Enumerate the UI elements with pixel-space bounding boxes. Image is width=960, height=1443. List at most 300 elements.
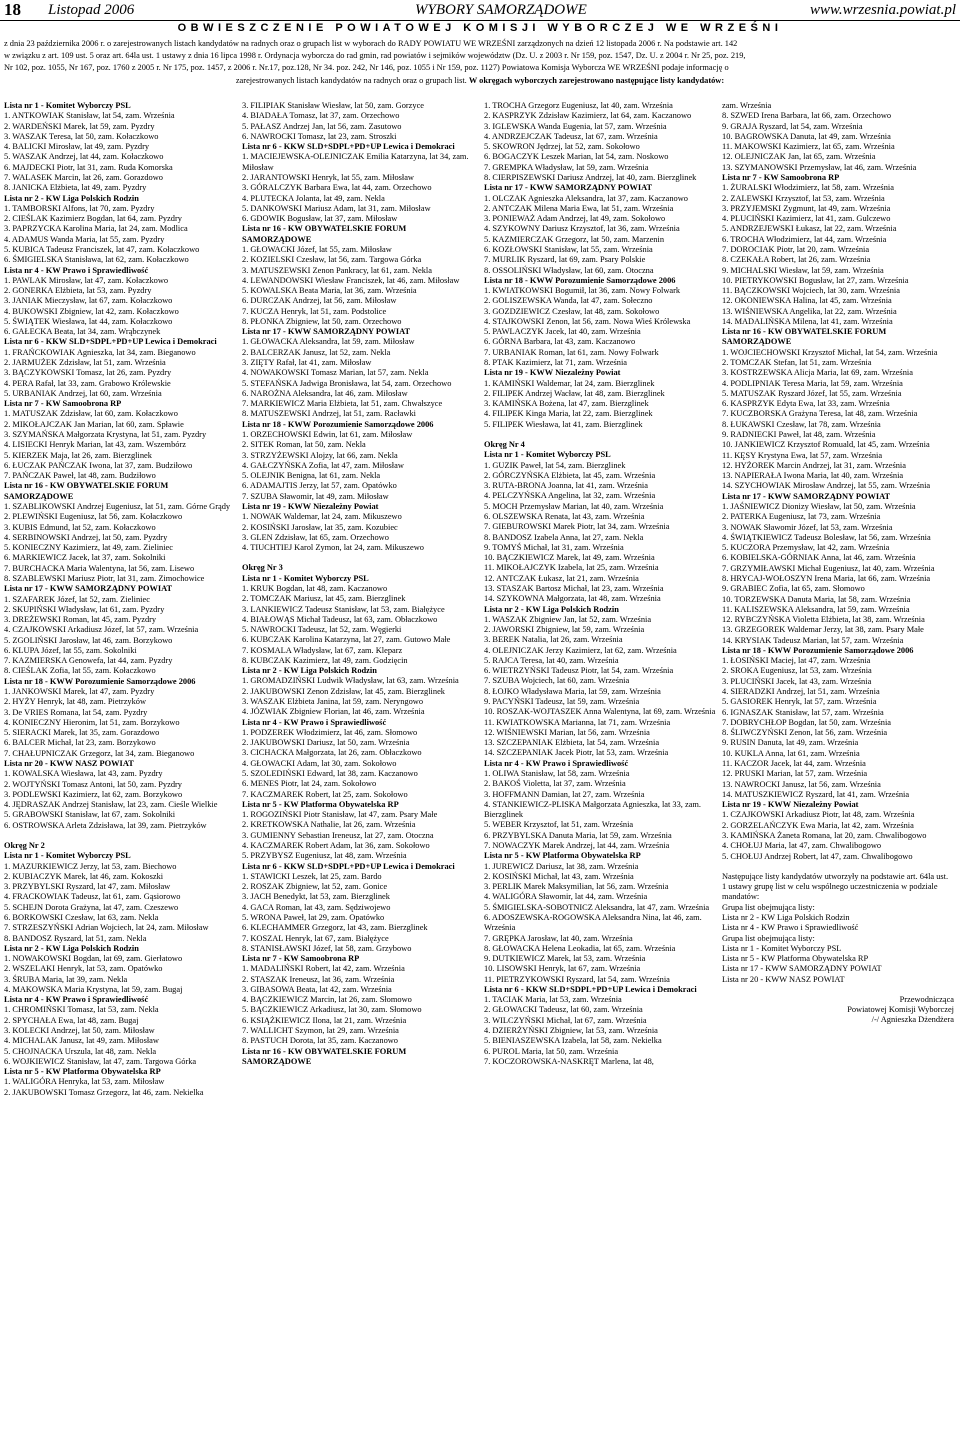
candidate-entry: 6. ADOSZEWSKA-ROGOWSKA Aleksandra Nina, lat 46, zam. Września <box>484 912 702 933</box>
list-heading: Lista nr 18 - KWW Porozumienie Samorządowe 2006 <box>4 676 196 686</box>
candidate-entry: 4. MICHALAK Janusz, lat 49, zam. Miłosław <box>4 1036 159 1046</box>
candidate-entry: 13. SZYMANOWSKI Przemysław, lat 46, zam. Września <box>722 162 917 172</box>
candidate-entry: 4. JÓZWIAK Zbigniew Florian, lat 46, zam. Września <box>242 707 425 717</box>
candidate-entry: 5. ANDRZEJEWSKI Łukasz, lat 22, zam. Września <box>722 224 897 234</box>
intro-emphasis: W okręgach wyborczych zarejestrowano następujące listy kandydatów: <box>468 75 725 85</box>
candidate-entry: 11. MAKOWSKI Kazimierz, lat 65, zam. Września <box>722 142 895 152</box>
text-column-1 <box>4 101 236 1098</box>
candidate-entry: 7. KUCZA Henryk, lat 51, zam. Podstolice <box>242 306 387 316</box>
candidate-entry: 8. PASTUCH Dorota, lat 35, zam. Kaczanowo <box>242 1036 398 1046</box>
candidate-entry: 7. GIEBUROWSKI Marek Piotr, lat 34, zam. Września <box>484 522 670 532</box>
list-heading: Lista nr 16 - KW OBYWATELSKIE FORUM SAMORZĄDOWE <box>722 327 887 347</box>
candidate-entry: 1. OLIWA Stanisław, lat 58, zam. Września <box>484 769 630 778</box>
candidate-entry: 5. SZOLEDIŃSKI Edward, lat 38, zam. Kaczanowo <box>242 769 418 778</box>
candidate-entry: 4. OLEJNICZAK Jerzy Kazimierz, lat 62, zam. Września <box>484 645 677 655</box>
candidate-entry: 4. CHOŁUJ Maria, lat 47, zam. Chwalibogowo <box>722 841 882 851</box>
candidate-entry: 11. KWIATKOWSKA Marianna, lat 71, zam. Września <box>484 717 671 727</box>
candidate-entry: 1. KOWALSKA Wiesława, lat 43, zam. Pyzdry <box>4 769 163 779</box>
spacer <box>242 553 474 563</box>
candidate-entry: 6. KSIĄŻKIEWICZ Ilona, lat 21, zam. Września <box>242 1015 407 1025</box>
candidate-entry: 12. OLEJNICZAK Jan, lat 65, zam. Września <box>722 152 876 162</box>
candidate-entry: 9. GRABIEC Zofia, lat 65, zam. Słomowo <box>722 584 865 594</box>
candidate-entry: 2. GORZELAŃCZYK Ewa Maria, lat 42, zam. Września <box>722 820 914 830</box>
candidate-entry: 9. RADNIECKI Paweł, lat 48, zam. Września <box>722 430 876 439</box>
candidate-entry: 8. BANDOSZ Ryszard, lat 51, zam. Nekla <box>4 933 147 943</box>
candidate-entry: 12. RYBCZYŃSKA Violetta Elżbieta, lat 38, zam. Września <box>722 615 925 625</box>
candidate-entry: 8. OSSOLIŃSKI Władysław, lat 60, zam. Otoczna <box>484 265 654 275</box>
candidate-entry: 4. NOWAKOWSKI Tomasz Marian, lat 57, zam. Nekla <box>242 368 429 378</box>
candidate-entry: 10. PIETRYKOWSKI Bogusław, lat 27, zam. Września <box>722 275 909 285</box>
candidate-entry: 6. KLECHAMMER Grzegorz, lat 43, zam. Bierzglinek <box>242 923 428 933</box>
text-column-4 <box>722 101 954 1026</box>
candidate-entry: 4. BĄCZKIEWICZ Marcin, lat 26, zam. Słomowo <box>242 995 412 1005</box>
candidate-entry: 4. BIADAŁA Tomasz, lat 37, zam. Orzechowo <box>242 111 400 121</box>
candidate-entry: 6. WOJKIEWICZ Stanisław, lat 47, zam. Targowa Górka <box>4 1056 197 1066</box>
announcement-title: OBWIESZCZENIE POWIATOWEJ KOMISJI WYBORCZEJ WE WRZEŚNI <box>177 22 783 34</box>
candidate-entry: 4. LISIECKI Henryk Marian, lat 43, zam. Wszembórz <box>4 440 186 450</box>
list-heading: Lista nr 1 - Komitet Wyborczy PSL <box>4 101 131 110</box>
candidate-entry: 8. ŁUKAWSKI Czesław, lat 78, zam. Września <box>722 419 881 429</box>
candidate-entry: 1. WASZAK Zbigniew Jan, lat 52, zam. Września <box>484 614 652 624</box>
candidate-entry: 7. PAŃCZAK Paweł, lat 48, zam. Budziłowo <box>4 471 156 481</box>
candidate-entry: 3. KOLECKI Andrzej, lat 50, zam. Miłosław <box>4 1026 155 1036</box>
candidate-entry: 8. JANICKA Elżbieta, lat 49, zam. Pyzdry <box>4 183 147 193</box>
candidate-entry: 5. ŚWIĄTEK Wiesława, lat 44, zam. Kołaczkowo <box>4 316 173 326</box>
list-heading: Lista nr 19 - KWW Niezależny Powiat <box>484 368 621 378</box>
candidate-entry: 7. STRZESZYŃSKI Adrian Wojciech, lat 24, zam. Miłosław <box>4 923 209 933</box>
candidate-entry: Grupa list obejmująca listy: <box>722 933 815 943</box>
candidate-entry: 2. BAKOŚ Violetta, lat 37, zam. Września <box>484 779 626 789</box>
text-column-3 <box>484 101 716 1067</box>
list-heading: Lista nr 7 - KW Samoobrona RP <box>722 172 840 182</box>
candidate-entry: 2. STASZAK Ireneusz, lat 36, zam. Września <box>242 974 395 984</box>
candidate-entry: 4. CZAJKOWSKI Arkadiusz Józef, lat 57, zam. Września <box>4 625 199 635</box>
candidate-entry: 9. DUTKIEWICZ Marek, lat 53, zam. Września <box>484 954 646 964</box>
candidate-entry: 6. PRZYBYLSKA Danuta Maria, lat 59, zam. Września <box>484 830 672 840</box>
candidate-entry: Lista nr 1 - Komitet Wyborczy PSL <box>722 943 842 953</box>
candidate-entry: 7. KOSZAL Henryk, lat 67, zam. Białężyce <box>242 933 389 943</box>
candidate-entry: 4. MAKOWSKA Maria Krystyna, lat 59, zam. Bugaj <box>4 984 183 994</box>
candidate-entry: 3. WASZAK Elżbieta Janina, lat 59, zam. Neryngowo <box>242 697 424 707</box>
candidate-entry: 10. TORZEWSKA Danuta Maria, lat 58, zam. Września <box>722 594 911 604</box>
candidate-entry: 5. GASIOREK Henryk, lat 57, zam. Września <box>722 697 877 707</box>
candidate-entry: 6. IGNASZAK Stanisław, lat 57, zam. Września <box>722 707 884 717</box>
candidate-entry: 14. SZYKOWNA Małgorzata, lat 48, zam. Września <box>484 594 661 604</box>
website-url: www.wrzesnia.powiat.pl <box>809 2 956 18</box>
candidate-entry: 5. SIERACKI Marek, lat 35, zam. Gorazdowo <box>4 728 160 738</box>
candidate-entry: 7. KUCZBORSKA Grażyna Teresa, lat 48, zam. Września <box>722 409 918 419</box>
candidate-entry: 5. PRZYBYSZ Eugeniusz, lat 48, zam. Września <box>242 851 407 861</box>
candidate-entry: 7. NOWACZYK Marek Andrzej, lat 44, zam. Września <box>484 840 670 850</box>
list-heading: Lista nr 1 - Komitet Wyborczy PSL <box>242 573 369 583</box>
candidate-entry: 1. CHROMIŃSKI Tomasz, lat 53, zam. Nekla <box>4 1005 159 1015</box>
list-heading: Lista nr 18 - KWW Porozumienie Samorządowe 2006 <box>242 419 434 429</box>
candidate-entry: 2. GÓRCZYŃSKA Elżbieta, lat 45, zam. Września <box>484 470 656 480</box>
list-heading: Lista nr 18 - KWW Porozumienie Samorządowe 2006 <box>722 645 914 655</box>
candidate-entry: 1. NOWAKOWSKI Bogdan, lat 69, zam. Gierłatowo <box>4 954 183 964</box>
candidate-entry: 7. URBANIAK Roman, lat 61, zam. Nowy Folwark <box>484 347 659 357</box>
candidate-entry: 2. WSZELAKI Henryk, lat 53, zam. Opatówko <box>4 964 163 974</box>
candidate-entry: 4. PLUTECKA Jolanta, lat 49, zam. Nekla <box>242 193 385 203</box>
candidate-entry: 8. STANISŁAWSKI Józef, lat 58, zam. Grzybowo <box>242 943 412 953</box>
candidate-entry: 7. SZUBA Wojciech, lat 60, zam. Września <box>484 676 630 686</box>
candidate-entry: Lista nr 20 - KWW NASZ POWIAT <box>722 974 845 984</box>
list-heading: Lista nr 19 - KWW Niezależny Powiat <box>242 501 379 511</box>
candidate-entry: 5. WEBER Krzysztof, lat 51, zam. Września <box>484 820 634 830</box>
candidate-entry: 2. JAWORSKI Zbigniew, lat 59, zam. Września <box>484 625 645 635</box>
candidate-entry: 6. WIETRZYŃSKI Tadeusz Piotr, lat 54, zam. Września <box>484 666 674 676</box>
candidate-entry: 1. PAWLAK Mirosław, lat 47, zam. Kołaczkowo <box>4 275 169 285</box>
candidate-entry: 2. JARMUŻEK Zdzisław, lat 51, zam. Września <box>4 358 166 368</box>
candidate-entry: 6. NAWROCKI Tomasz, lat 23, zam. Stroszki <box>242 131 397 141</box>
candidate-entry: 5. KUCZORA Przemysław, lat 42, zam. Września <box>722 543 890 553</box>
signature-line: Powiatowej Komisji Wyborczej <box>847 1005 954 1015</box>
candidate-entry: 4. JĘDRASZAK Andrzej Stanisław, lat 23, zam. Cieśle Wielkie <box>4 800 218 810</box>
candidate-entry: 7. DOROCIAK Piotr, lat 20, zam. Września <box>722 244 870 254</box>
candidate-entry: 7. DOBRYCHŁOP Bogdan, lat 50, zam. Września <box>722 717 892 727</box>
candidate-entry: 8. CIEŚLAK Zofia, lat 55, zam. Kołaczkowo <box>4 666 156 676</box>
candidate-entry: 10. BĄCZKIEWICZ Marek, lat 49, zam. Września <box>484 553 655 563</box>
candidate-entry: 5. MATUSZAK Ryszard Józef, lat 55, zam. Września <box>722 388 902 398</box>
candidate-entry: 3. GOZDZIEWICZ Czesław, lat 48, zam. Sokołowo <box>484 306 660 316</box>
candidate-entry: 14. SZCZEPANIAK Jacek Piotr, lat 53, zam. Września <box>484 748 669 758</box>
candidate-entry: 5. KOWALSKA Beata Maria, lat 36, zam. Września <box>242 286 417 296</box>
candidate-entry: 2. GOLISZEWSKA Wanda, lat 47, zam. Sołeczno <box>484 296 653 306</box>
list-heading: Okręg Nr 2 <box>4 840 45 850</box>
candidate-entry: 3. NOWAK Sławomir Józef, lat 53, zam. Września <box>722 522 893 532</box>
candidate-entry: 2. TOMCZAK Mariusz, lat 45, zam. Bierzglinek <box>242 594 406 604</box>
candidate-entry: 10. ROSZAK-WOJTASZEK Anna Walentyna, lat 69, zam. Września <box>484 707 716 717</box>
candidate-entry: 2. SKUPIŃSKI Władysław, lat 61, zam. Pyzdry <box>4 604 165 614</box>
announcement-intro <box>4 38 956 87</box>
candidate-entry: 1. ŁOSIŃSKI Maciej, lat 47, zam. Września <box>722 656 871 666</box>
candidate-entry: 3. KAMIŃSKA Żaneta Romana, lat 20, zam. Chwalibogowo <box>722 830 927 840</box>
candidate-entry: 1. KRUK Bogdan, lat 48, zam. Kaczanowo <box>242 583 388 593</box>
candidate-entry: 7. GRZYMIŁAWSKI Michał Eugeniusz, lat 40, zam. Września <box>722 563 935 573</box>
list-heading: Lista nr 6 - KKW SLD+SDPL+PD+UP Lewica i Demokraci <box>242 142 455 152</box>
candidate-entry: 5. BĄCZKIEWICZ Arkadiusz, lat 30, zam. Słomowo <box>242 1005 422 1015</box>
candidate-entry: 3. ZIĘTY Rafał, lat 41, zam. Miłosław <box>242 358 372 368</box>
candidate-entry: 2. KOSIŃSKI Jarosław, lat 35, zam. Kozubiec <box>242 522 398 532</box>
candidate-entry: 7. KACZMAREK Robert, lat 25, zam. Sokołowo <box>242 789 408 799</box>
candidate-entry: 4. PLUCIŃSKI Kazimierz, lat 41, zam. Gulczewo <box>722 214 891 224</box>
candidate-entry: 6. BORKOWSKI Czesław, lat 63, zam. Nekla <box>4 912 159 922</box>
list-heading: Lista nr 17 - KWW SAMORZĄDNY POWIAT <box>722 491 891 501</box>
candidate-entry: 6. BOGACZYK Leszek Marian, lat 54, zam. Noskowo <box>484 152 669 162</box>
candidate-entry: 4. STAJKOWSKI Zenon, lat 56, zam. Nowa Wieś Królewska <box>484 316 691 326</box>
candidate-entry: 1. JANKOWSKI Marek, lat 47, zam. Pyzdry <box>4 687 155 697</box>
candidate-entry: 4. PERA Rafał, lat 33, zam. Grabowo Królewskie <box>4 378 171 388</box>
candidate-entry: 11. BĄCZKOWSKI Wojciech, lat 30, zam. Września <box>722 286 900 296</box>
candidate-entry: 3. RUTA-BRONA Joanna, lat 41, zam. Września <box>484 481 648 491</box>
candidate-entry: 5. KIERZEK Maja, lat 26, zam. Bierzglinek <box>4 450 152 460</box>
list-heading: Lista nr 6 - KKW SLD+SDPL+PD+UP Lewica i Demokraci <box>242 861 455 871</box>
candidate-entry: 4. GAŁCZYŃSKA Zofia, lat 47, zam. Miłosław <box>242 460 404 470</box>
candidate-entry: 2. WARDEŃSKI Marek, lat 59, zam. Pyzdry <box>4 121 155 131</box>
list-heading: Lista nr 2 - KW Liga Polskich Rodzin <box>4 193 139 203</box>
list-heading: Lista nr 18 - KWW Porozumienie Samorządowe 2006 <box>484 275 676 285</box>
list-heading: Lista nr 5 - KW Platforma Obywatelska RP <box>484 851 641 861</box>
candidate-entry: 1. GROMADZIŃSKI Ludwik Władysław, lat 63, zam. Września <box>242 676 459 686</box>
list-heading: Lista nr 2 - KW Liga Polskich Rodzin <box>4 943 139 953</box>
candidate-entry: 7. SZUBA Sławomir, lat 49, zam. Miłosław <box>242 491 389 501</box>
candidate-entry: 12. OKONIEWSKA Halina, lat 45, zam. Września <box>722 296 892 306</box>
candidate-entry: 5. KUBICA Tadeusz Franciszek, lat 47, zam. Kołaczkowo <box>4 244 200 254</box>
candidate-entry: 4. BIAŁOWĄS Michał Tadeusz, lat 63, zam. Obłaczkowo <box>242 614 438 624</box>
candidate-entry: 6. GAŁECKA Beata, lat 34, zam. Wrąbczynek <box>4 327 161 337</box>
candidate-entry: 5. MOCH Przemysław Marian, lat 40, zam. Września <box>484 501 664 511</box>
candidate-entry: 3. JANIAK Mieczysław, lat 67, zam. Kołaczkowo <box>4 296 173 306</box>
candidate-entry: 1. TACIAK Maria, lat 53, zam. Września <box>484 995 622 1005</box>
candidate-entry: 2. FILIPEK Andrzej Wacław, lat 48, zam. Bierzglinek <box>484 388 665 398</box>
candidate-entry: 8. HRYCAJ-WOŁOSZYN Irena Maria, lat 66, zam. Września <box>722 573 931 583</box>
candidate-entry: 7. BURCHACKA Maria Walentyna, lat 56, zam. Lisewo <box>4 563 195 573</box>
candidate-entry: 3. STRZYŻEWSKI Alojzy, lat 66, zam. Nekla <box>242 450 398 460</box>
candidate-entry: 3. PONIEWAŻ Adam Andrzej, lat 49, zam. Sokołowo <box>484 214 666 224</box>
candidate-entry: 8. SZABLEWSKI Mariusz Piotr, lat 31, zam. Zimochowice <box>4 573 205 583</box>
list-heading: Lista nr 4 - KW Prawo i Sprawiedliwość <box>4 265 149 275</box>
candidate-entry: 2. ZALEWSKI Krzysztof, lat 53, zam. Września <box>722 193 885 203</box>
candidate-entry: 3. MATUSZEWSKI Zenon Pankracy, lat 61, zam. Nekla <box>242 265 432 275</box>
candidate-entry: 5. CHOJNACKA Urszula, lat 48, zam. Nekla <box>4 1046 157 1056</box>
candidate-entry: 4. ANDRZEJCZAK Tadeusz, lat 67, zam. Września <box>484 131 658 141</box>
candidate-entry: 5. SKOWRON Jędrzej, lat 52, zam. Sokołowo <box>484 142 640 152</box>
candidate-entry: Lista nr 17 - KWW SAMORZĄDNY POWIAT <box>722 964 882 974</box>
candidate-entry: 8. ŚLIWCZYŃSKI Zenon, lat 56, zam. Września <box>722 728 888 738</box>
candidate-entry: 4. FRACKOWIAK Tadeusz, lat 61, zam. Gąsiorowo <box>4 892 181 902</box>
candidate-entry: 1. FRAŃCKOWIAK Agnieszka, lat 34, zam. Bieganowo <box>4 347 196 357</box>
list-heading: Lista nr 5 - KW Platforma Obywatelska RP <box>4 1067 161 1077</box>
candidate-entry: 2. JARANTOWSKI Henryk, lat 55, zam. Miłosław <box>242 172 414 182</box>
candidate-entry: 1. GUZIK Paweł, lat 54, zam. Bierzglinek <box>484 460 626 470</box>
candidate-entry: 4. KONIECZNY Hieronim, lat 51, zam. Borzykowo <box>4 717 180 727</box>
candidate-entry: 4. GŁOWACKI Adam, lat 30, zam. Sokołowo <box>242 758 397 768</box>
candidate-entry: 3. FILIPIAK Stanisław Wiesław, lat 50, zam. Gorzyce <box>242 101 425 110</box>
list-heading: Okręg Nr 4 <box>484 440 525 449</box>
candidate-entry: 6. NAROŻNA Aleksandra, lat 46, zam. Miłosław <box>242 388 408 398</box>
list-heading: Lista nr 2 - KW Liga Polskich Rodzin <box>242 666 377 676</box>
candidate-entry: 3. CICHACKA Małgorzata, lat 26, zam. Obłaczkowo <box>242 748 422 758</box>
candidate-entry: 5. URBANIAK Andrzej, lat 60, zam. Września <box>4 388 162 398</box>
candidate-entry: 11. KACZOR Jacek, lat 44, zam. Września <box>722 759 866 768</box>
intro-line: w związku z art. 109 ust. 5 oraz art. 64la ust. 1 ustawy z dnia 16 lipca 1998 r. Ordynacja wyborcza do rad gmin, rad powiatów i sejmików województw (Dz. U. z 2003 r. Nr 159, poz. 1547, Dz. U. z 2004 r. Nr 25, poz. 219, <box>4 51 746 61</box>
candidate-entry: 6. TROCHA Włodzimierz, lat 44, zam. Września <box>722 234 887 244</box>
candidate-entry: 11. KALISZEWSKA Aleksandra, lat 59, zam. Września <box>722 604 910 614</box>
list-heading: Lista nr 5 - KW Platforma Obywatelska RP <box>242 799 399 809</box>
candidate-entry: 7. KOSMALA Władysław, lat 67, zam. Kleparz <box>242 645 403 655</box>
candidate-entry: 9. TOMYŚ Michał, lat 31, zam. Września <box>484 542 624 552</box>
candidate-entry: 1. MATUSZAK Zdzisław, lat 60, zam. Kołaczkowo <box>4 409 178 419</box>
candidate-entry: 7. WALASEK Marcin, lat 26, zam. Gorazdowo <box>4 172 163 182</box>
candidate-entry: 4. BUKOWSKI Zbigniew, lat 42, zam. Kołaczkowo <box>4 306 179 316</box>
candidate-entry: 8. PTAK Kazimierz, lat 71, zam. Września <box>484 358 628 368</box>
candidate-entry: 8. ŁOJKO Władysława Maria, lat 59, zam. Września <box>484 686 661 696</box>
candidate-entry: 2. GONERKA Elżbieta, lat 53, zam. Pyzdry <box>4 286 152 296</box>
page-number: 18 <box>4 0 21 19</box>
spacer <box>722 862 954 872</box>
candidate-entry: 2. KASPRZYK Zdzisław Kazimierz, lat 64, zam. Kaczanowo <box>484 111 692 121</box>
signature-line: /-/ Agnieszka Dżendżera <box>871 1015 954 1025</box>
list-heading: Lista nr 17 - KWW SAMORZĄDNY POWIAT <box>484 183 653 193</box>
candidate-entry: 13. WIŚNIEWSKA Angelika, lat 22, zam. Września <box>722 306 897 316</box>
candidate-entry: 3. IGLEWSKA Wanda Eugenia, lat 57, zam. Września <box>484 121 667 131</box>
candidate-entry: 2. PLEWIŃSKI Eugeniusz, lat 56, zam. Kołaczkowo <box>4 512 183 522</box>
list-heading: Lista nr 6 - KKW SLD+SDPL+PD+UP Lewica i Demokraci <box>484 984 697 994</box>
spacer <box>4 831 236 841</box>
candidate-entry: 4. PODLIPNIAK Teresa Maria, lat 59, zam. Września <box>722 378 903 388</box>
intro-line: z dnia 23 października 2006 r. o zarejestrowanych listach kandydatów na radnych oraz o grupach list w wyborach do RADY POWIATU WE WRZEŚNI zarządzonych na dzień 12 listopada 2006 r. Na podstawie art. 142 <box>4 39 738 48</box>
candidate-entry: 4. ŚWIĄTKIEWICZ Tadeusz Bolesław, lat 56, zam. Września <box>722 532 931 542</box>
candidate-entry: 1. KAMIŃSKI Waldemar, lat 24, zam. Bierzglinek <box>484 378 655 388</box>
candidate-entry: 8. MATUSZEWSKI Andrzej, lat 51, zam. Racławki <box>242 409 416 419</box>
candidate-entry: 6. KLUPA Józef, lat 55, zam. Sokolniki <box>4 645 137 655</box>
candidate-entry: 3. PLUCIŃSKI Jacek, lat 43, zam. Września <box>722 676 872 686</box>
list-heading: Lista nr 20 - KWW NASZ POWIAT <box>4 759 134 768</box>
candidate-entry: 3. PODLEWSKI Kazimierz, lat 62, zam. Borzykowo <box>4 789 183 799</box>
candidate-entry: 4. SERBINOWSKI Andrzej, lat 50, zam. Pyzdry <box>4 532 168 542</box>
candidate-entry: 6. ADAMAJTIS Jerzy, lat 57, zam. Opatówko <box>242 481 397 491</box>
candidate-entry: 4. GACA Roman, lat 43, zam. Sędziwojewo <box>242 902 391 912</box>
candidate-entry: 8. KUBCZAK Kazimierz, lat 49, zam. Godzięcin <box>242 655 408 665</box>
candidate-entry: Grupa list obejmująca listy: <box>722 902 815 912</box>
candidate-entry: 2. CIEŚLAK Kazimierz Bogdan, lat 64, zam. Pyzdry <box>4 214 182 224</box>
candidate-entry: Lista nr 2 - KW Liga Polskich Rodzin <box>722 912 850 922</box>
candidate-entry: 1. JUREWICZ Dariusz, lat 38, zam. Września <box>484 861 639 871</box>
candidate-entry: 5. STEFAŃSKA Jadwiga Bronisława, lat 54, zam. Orzechowo <box>242 378 452 388</box>
candidate-entry: 6. KUBCZAK Karolina Katarzyna, lat 27, zam. Gutowo Małe <box>242 635 451 645</box>
candidate-entry: 2. MIKOŁAJCZAK Jan Marian, lat 60, zam. Spławie <box>4 419 184 429</box>
candidate-entry: 9. RUSIN Danuta, lat 49, zam. Września <box>722 738 859 748</box>
candidate-entry: 3. GUMIENNY Sebastian Ireneusz, lat 27, zam. Otoczna <box>242 830 434 840</box>
candidate-entry: 10. LISOWSKI Henryk, lat 67, zam. Września <box>484 964 641 974</box>
candidate-entry: 5. RAJCA Teresa, lat 40, zam. Września <box>484 655 619 665</box>
candidate-entry: 11. PIETRZYKOWSKI Ryszard, lat 54, zam. Września <box>484 974 670 984</box>
list-heading: Lista nr 6 - KKW SLD+SDPL+PD+UP Lewica i Demokraci <box>4 337 217 347</box>
candidate-entry: 6. BALCER Michał, lat 23, zam. Borzykowo <box>4 738 156 748</box>
candidate-entry: 3. PRZYJEMSKI Zygmunt, lat 49, zam. Września <box>722 203 891 213</box>
candidate-entry: 3. KUBIS Edmund, lat 52, zam. Kołaczkowo <box>4 522 156 532</box>
candidate-entry: 6. MENES Piotr, lat 24, zam. Sokołowo <box>242 779 377 789</box>
candidate-entry: 3. HOFFMANN Damian, lat 27, zam. Września <box>484 789 645 799</box>
list-heading: Lista nr 1 - Komitet Wyborczy PSL <box>484 450 611 460</box>
candidate-entry: 14. KRYSIAK Tadeusz Marian, lat 57, zam. Września <box>722 635 904 645</box>
candidate-entry: 2. ROSZAK Zbigniew, lat 52, zam. Gonice <box>242 882 388 892</box>
candidate-entry: 7. MURLIK Ryszard, lat 69, zam. Psary Polskie <box>484 255 646 265</box>
signature-line: Przewodnicząca <box>899 994 954 1004</box>
candidate-entry: 3. PRZYBYLSKI Ryszard, lat 47, zam. Miłosław <box>4 882 171 892</box>
candidate-entry: 3. BEREK Natalia, lat 26, zam. Września <box>484 635 623 645</box>
candidate-entry: 1. SZAFAREK Józef, lat 52, zam. Zieliniec <box>4 594 150 604</box>
candidate-entry: 13. SZCZEPANIAK Elżbieta, lat 54, zam. Września <box>484 738 660 748</box>
candidate-entry: 8. GŁOWACKA Helena Leokadia, lat 65, zam. Września <box>484 943 676 953</box>
candidate-entry: 6. KASPRZYK Edyta Ewa, lat 33, zam. Września <box>722 399 890 409</box>
candidate-entry: 1. PODZEREK Włodzimierz, lat 46, zam. Słomowo <box>242 727 418 737</box>
list-heading: Lista nr 16 - KW OBYWATELSKIE FORUM SAMORZĄDOWE <box>242 1046 407 1066</box>
candidate-entry: 5. OLEJNIK Benigna, lat 61, zam. Nekla <box>242 471 381 481</box>
candidate-entry: 1. NOWAK Waldemar, lat 24, zam. Mikuszewo <box>242 512 402 522</box>
candidate-entry: 8. CIERPISZEWSKI Dariusz Andrzej, lat 40, zam. Bierzglinek <box>484 172 697 182</box>
candidate-entry: 1. SZABLIKOWSKI Andrzej Eugeniusz, lat 51, zam. Górne Grądy <box>4 501 231 511</box>
candidate-entry: 6. GÓRNA Barbara, lat 43, zam. Kaczanowo <box>484 337 636 347</box>
candidate-entry: 4. KACZMAREK Robert Adam, lat 36, zam. Sokołowo <box>242 840 430 850</box>
candidate-entry: 10. JANKIEWICZ Krzysztof Romuald, lat 45, zam. Września <box>722 440 930 450</box>
candidate-entry: 1. KWIATKOWSKI Bogumił, lat 36, zam. Nowy Folwark <box>484 286 681 296</box>
candidate-entry: 1. JAŚNIEWICZ Dionizy Wiesław, lat 50, zam. Września <box>722 501 916 511</box>
candidate-entry: 7. WALLICHT Szymon, lat 29, zam. Września <box>242 1026 399 1036</box>
candidate-entry: 6. DURCZAK Andrzej, lat 56, zam. Miłosław <box>242 296 397 306</box>
candidate-entry: 1. OLCZAK Agnieszka Aleksandra, lat 37, zam. Kaczanowo <box>484 193 688 203</box>
candidate-entry: 1. GŁOWACKI Józef, lat 55, zam. Miłosław <box>242 244 392 254</box>
candidate-entry: 3. GÓRALCZYK Barbara Ewa, lat 44, zam. Orzechowo <box>242 183 432 193</box>
candidate-entry: 4. TIUCHTIEJ Karol Zymon, lat 24, zam. Mikuszewo <box>242 543 424 553</box>
candidate-entry: 9. PACYŃSKI Tadeusz, lat 59, zam. Września <box>484 697 640 707</box>
candidate-entry: 9. MICHALSKI Wiesław, lat 59, zam. Września <box>722 265 884 275</box>
candidate-entry: 5. WRONA Paweł, lat 29, zam. Opatówko <box>242 912 385 922</box>
candidate-entry: 13. GRZEGOREK Waldemar Jerzy, lat 38, zam. Psary Małe <box>722 625 924 635</box>
candidate-entry: 5. WASZAK Andrzej, lat 44, zam. Kołaczkowo <box>4 152 164 162</box>
candidate-entry: 3. LANKIEWICZ Tadeusz Stanisław, lat 53, zam. Białężyce <box>242 604 445 614</box>
issue-date: Listopad 2006 <box>48 2 135 18</box>
candidate-entry: 6. MAJDECKI Piotr, lat 31, zam. Ruda Komorska <box>4 162 173 172</box>
list-heading: Lista nr 4 - KW Prawo i Sprawiedliwość <box>242 717 387 727</box>
candidate-entry: 3. WILCZYŃSKI Michał, lat 67, zam. Września <box>484 1015 647 1025</box>
list-heading: Lista nr 1 - Komitet Wyborczy PSL <box>4 851 131 861</box>
candidate-entry: 1. ŻURALSKI Włodzimierz, lat 58, zam. Września <box>722 183 894 193</box>
candidate-entry: 6. KOBIELSKA-GÓRNIAK Anna, lat 46, zam. Września <box>722 553 916 563</box>
candidate-entry: 1. MADALIŃSKI Robert, lat 42, zam. Września <box>242 964 405 974</box>
candidate-entry: 3. KOSTRZEWSKA Alicja Maria, lat 69, zam. Września <box>722 368 913 378</box>
candidate-entry: 8. BANDOSZ Izabela Anna, lat 27, zam. Nekla <box>484 532 644 542</box>
candidate-entry: 2. TOMCZAK Stefan, lat 51, zam. Września <box>722 358 872 368</box>
candidate-entry: 8. SZWED Irena Barbara, lat 66, zam. Orzechowo <box>722 111 892 121</box>
list-heading: Lista nr 2 - KW Liga Polskich Rodzin <box>484 604 619 614</box>
candidate-entry: 3. ŚRUBA Maria, lat 39, zam. Nekla <box>4 974 128 984</box>
candidate-entry: 1. CZAJKOWSKI Arkadiusz Piotr, lat 48, zam. Września <box>722 810 915 820</box>
candidate-entry: 2. KRETKOWSKA Nathalie, lat 26, zam. Września <box>242 820 416 830</box>
candidate-entry: 5. CHOŁUJ Andrzej Robert, lat 47, zam. Chwalibogowo <box>722 851 913 861</box>
list-heading: Lista nr 16 - KW OBYWATELSKIE FORUM SAMORZĄDOWE <box>4 481 169 501</box>
candidate-entry: 4. PELCZYŃSKA Angelina, lat 32, zam. Września <box>484 491 656 501</box>
candidate-entry: 7. GREMPKA Władysław, lat 59, zam. Września <box>484 162 649 172</box>
candidate-entry: 5. PAWLACZYK Jacek, lat 40, zam. Września <box>484 327 641 337</box>
candidate-entry: 2. JAKUBOWSKI Tomasz Grzegorz, lat 46, zam. Nekielka <box>4 1087 204 1097</box>
candidate-entry: 3. WASZAK Teresa, lat 50, zam. Kołaczkowo <box>4 131 159 141</box>
candidate-entry: 5. KONIECZNY Kazimierz, lat 49, zam. Zieliniec <box>4 543 173 553</box>
candidate-entry: 2. HYŻY Henryk, lat 48, zam. Pietrzyków <box>4 697 147 707</box>
list-heading: Lista nr 16 - KW OBYWATELSKIE FORUM SAMORZĄDOWE <box>242 224 407 244</box>
candidate-entry: 9. GRAJA Ryszard, lat 54, zam. Września <box>722 121 863 131</box>
candidate-entry: 2. ANTCZAK Milena Maria Ewa, lat 51, zam. Września <box>484 203 674 213</box>
candidate-entry: 8. CZEKAŁA Robert, lat 26, zam. Września <box>722 255 871 265</box>
candidate-entry: 12. WIŚNIEWSKI Marian, lat 56, zam. Września <box>484 727 650 737</box>
intro-line: Nr 102, poz. 1055, Nr 167, poz. 1760 z 2005 r. Nr 175, poz. 1457, z 2006 r. Nr.17, poz.128, Nr 34. poz. 242, Nr 146, poz. 1055 i Nr 159, poz. 1127) Powiatowa Komisja Wyborcza WE WRZEŚNI podaje informację o <box>4 63 729 73</box>
candidate-entry: 1. TAMBORSKI Alfons, lat 70, zam. Pyzdry <box>4 203 155 213</box>
spacer <box>722 985 954 995</box>
intro-line <box>4 75 956 87</box>
candidate-entry: 1. ORZECHOWSKI Edwin, lat 61, zam. Miłosław <box>242 430 413 439</box>
candidate-entry: 5. NAWROCKI Tadeusz, lat 52, zam. Węgierki <box>242 625 402 635</box>
candidate-entry: 1. MACIEJEWSKA-OLEJNICZAK Emilia Katarzyna, lat 34, zam. Miłosław <box>242 152 469 172</box>
candidate-entry: 4. SIERADZKI Andrzej, lat 51, zam. Września <box>722 687 880 697</box>
candidate-entry: 6. PUROL Maria, lat 50, zam. Września <box>484 1046 619 1056</box>
candidate-entry: 2. KUBIACZYK Marek, lat 46, zam. Kokoszki <box>4 871 164 881</box>
candidate-entry: 13. STASZAK Bartosz Michał, lat 23, zam. Września <box>484 583 664 593</box>
candidate-entry: 5. DANKOWSKI Mariusz Adam, lat 31, zam. Miłosław <box>242 203 431 213</box>
candidate-entry: 14. SZYCHOWIAK Mirosław Andrzej, lat 55, zam. Września <box>722 481 931 491</box>
candidate-entry: 12. PRUSKI Marian, lat 57, zam. Września <box>722 769 868 779</box>
candidate-entry: 7. MARKIEWICZ Maria Elżbieta, lat 51, zam. Chwałszyce <box>242 399 443 409</box>
candidate-entry: 6. MARKIEWICZ Jacek, lat 37, zam. Sokolniki <box>4 553 166 563</box>
